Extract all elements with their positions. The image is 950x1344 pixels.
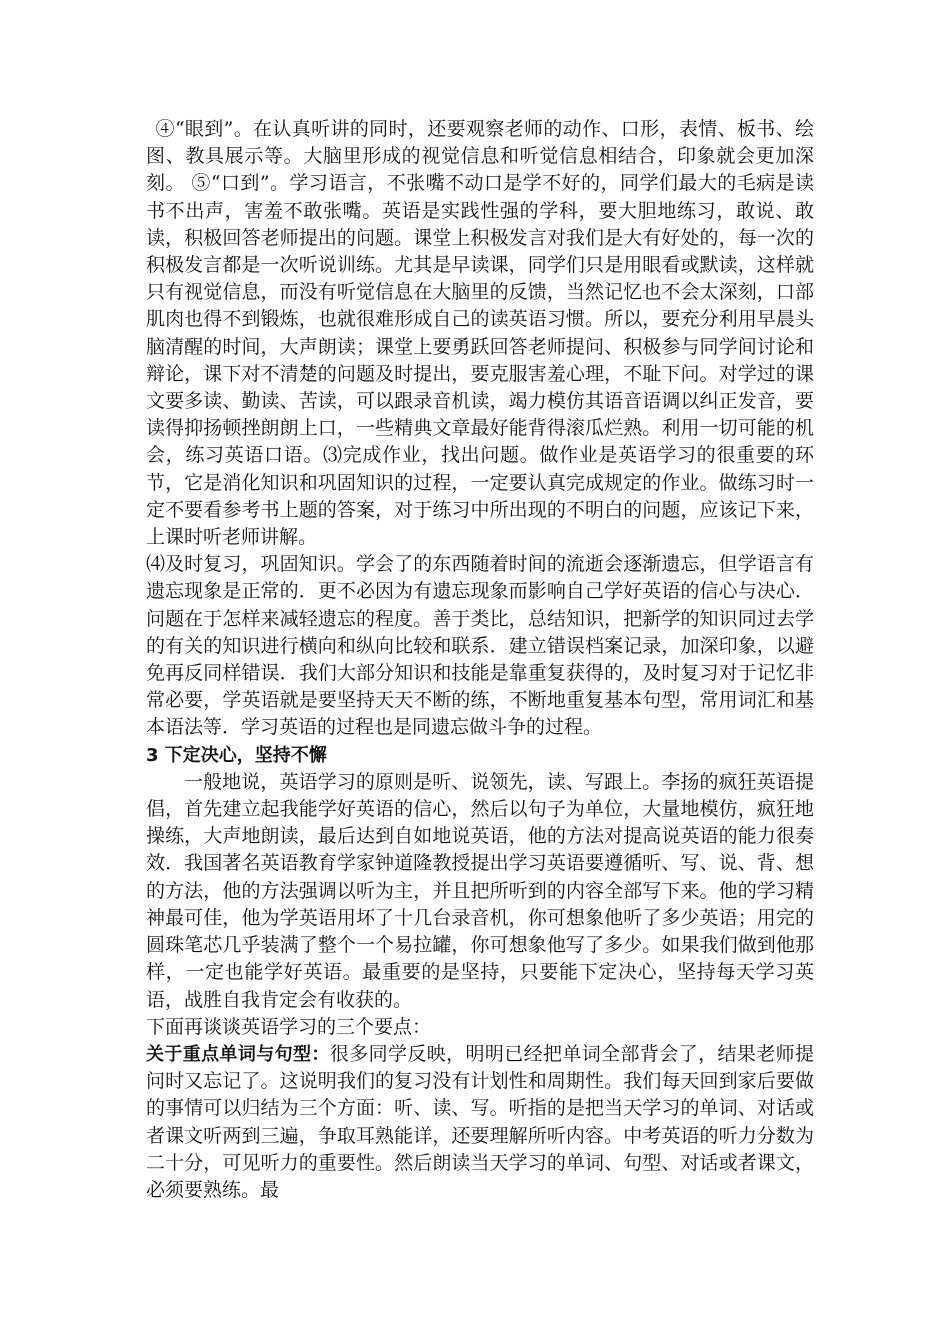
paragraph-three-points-intro: 下面再谈谈英语学习的三个要点：: [146, 1015, 432, 1038]
paragraph-key-words: [146, 1041, 814, 1204]
paragraph-eye-mouth-homework: ④“眼到”。在认真听讲的同时，还要观察老师的动作、口形，表情、板书、绘图、教具展示等。大脑里形成的视觉信息和听觉信息相结合，印象就会更加深刻。 ⑤“口到”。学习语言，不张嘴不动口是学不好的，同学们最大的毛病是读书不出声，害羞不敢张嘴。英语是实践性强的学科，要大胆地练习，敢说、敢读，积极回答老师提出的问题。课堂上积极发言对我们是大有好处的，每一次的积极发言都是一次听说训练。尤其是早读课，同学们只是用眼看或默读，这样就只有视觉信息，而没有听觉信息在大脑里的反馈，当然记忆也不会太深刻，口部肌肉也得不到锻炼，也就很难形成自己的读英语习惯。所以，要充分利用早晨头脑清醒的时间，大声朗读；课堂上要勇跃回答老师提问、积极参与同学间讨论和辩论，课下对不清楚的问题及时提出，要克服害羞心理，不耻下问。对学过的课文要多读、勤读、苦读，可以跟录音机读，竭力模仿其语音语调以纠正发音，要读得抑扬顿挫朗朗上口，一些精典文章最好能背得滚瓜烂熟。利用一切可能的机会，练习英语口语。⑶完成作业，找出问题。做作业是英语学习的很重要的环节，它是消化知识和巩固知识的过程，一定要认真完成规定的作业。做练习时一定不要看参考书上题的答案，对于练习中所出现的不明白的问题，应该记下来，上课时听老师讲解。: [146, 118, 814, 549]
key-words-body: 很多同学反映，明明已经把单词全部背会了，结果老师提问时又忘记了。这说明我们的复习没有计划性和周期性。我们每天回到家后要做的事情可以归结为三个方面：听、读、写。听指的是把当天学习的单词、对话或者课文听两到三遍，争取耳熟能详，还要理解所听内容。中考英语的听力分数为二十分，可见听力的重要性。然后朗读当天学习的单词、句型、对话或者课文，必须要熟练。最: [146, 1042, 814, 1201]
key-words-lead: 关于重点单词与句型：: [146, 1043, 330, 1065]
paragraph-determination: 一般地说，英语学习的原则是听、说领先，读、写跟上。李扬的疯狂英语提倡，首先建立起我能学好英语的信心，然后以句子为单位，大量地模仿，疯狂地操练，大声地朗读，最后达到自如地说英语，他的方法对提高说英语的能力很奏效．我国著名英语教育学家钟道隆教授提出学习英语要遵循听、写、说、背、想的方法，他的方法强调以听为主，并且把所听到的内容全部写下来。他的学习精神最可佳，他为学英语用坏了十几台录音机，你可想象他听了多少英语；用完的圆珠笔芯几乎装满了整个一个易拉罐，你可想象他写了多少。如果我们做到他那样，一定也能学好英语。最重要的是坚持，只要能下定决心，坚持每天学习英语，战胜自我肯定会有收获的。: [146, 770, 814, 1011]
section-heading: 3 下定决心，坚持不懈: [146, 744, 327, 766]
paragraph-review: ⑷及时复习，巩固知识。学会了的东西随着时间的流逝会逐渐遗忘，但学语言有遗忘现象是正常的．更不必因为有遗忘现象而影响自己学好英语的信心与决心．问题在于怎样来减轻遗忘的程度。善于类比，总结知识，把新学的知识同过去学的有关的知识进行横向和纵向比较和联系．建立错误档案记录，加深印象，以避免再反同样错误．我们大部分知识和技能是靠重复获得的，及时复习对于记忆非常必要，学英语就是要坚持天天不断的练，不断地重复基本句型，常用词汇和基本语法等．学习英语的过程也是同遗忘做斗争的过程。: [146, 553, 814, 739]
document-page: [146, 116, 814, 1204]
